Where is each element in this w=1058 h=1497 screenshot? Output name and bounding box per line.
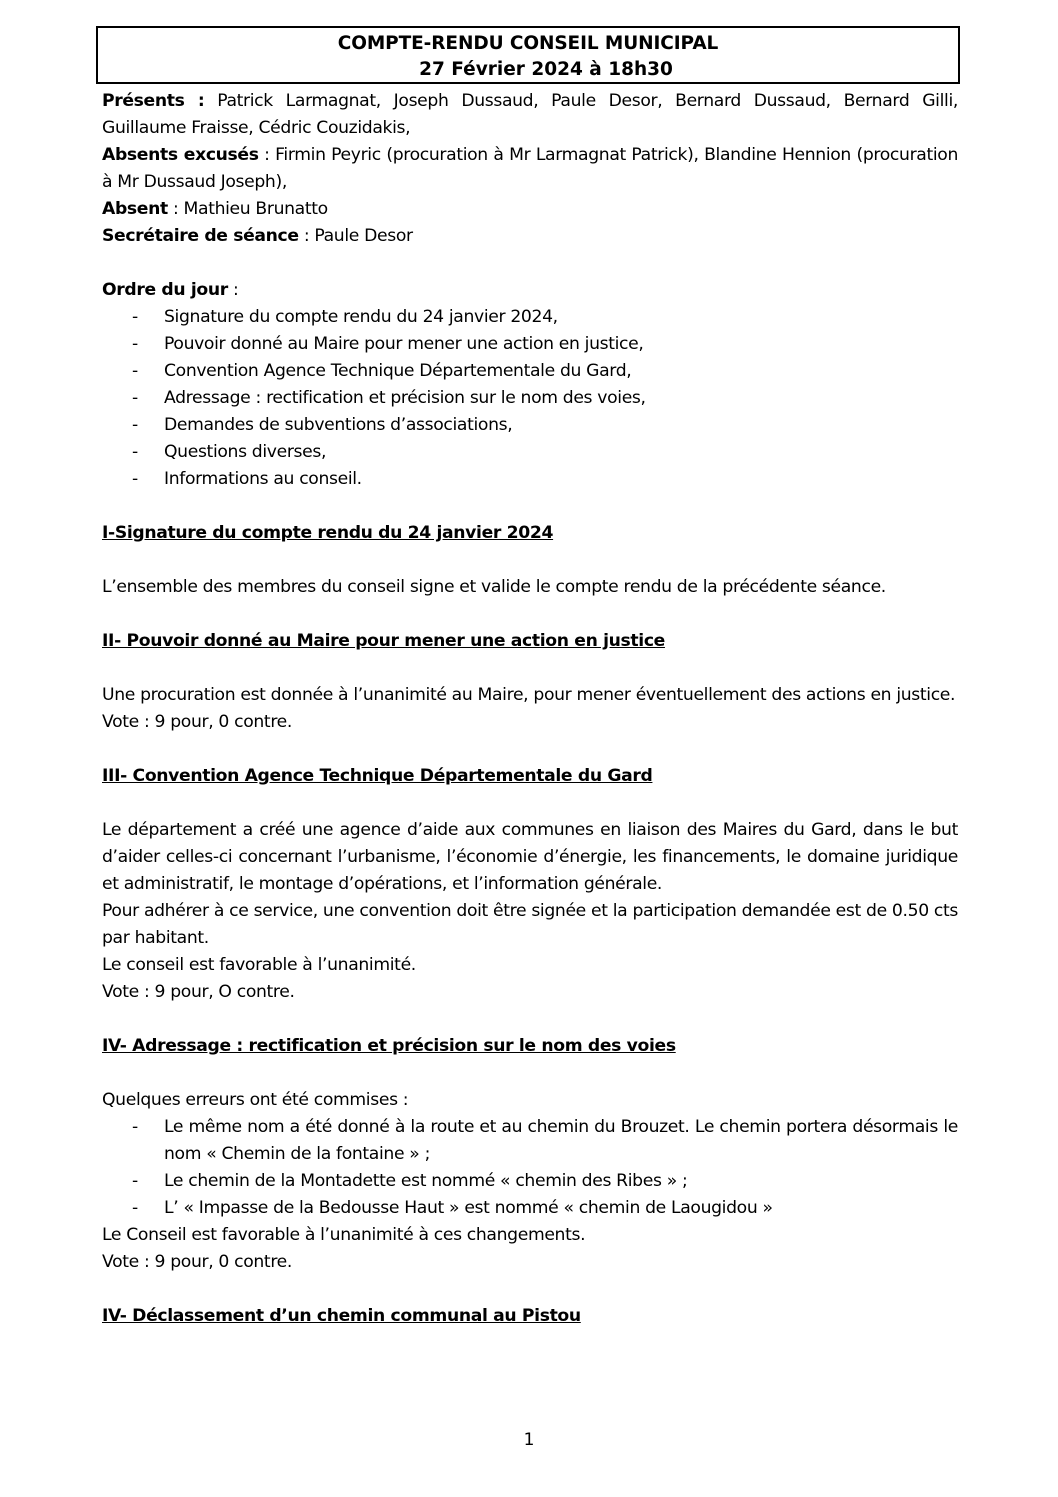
section-3-text-2: Pour adhérer à ce service, une convention doit être signée et la participation demandée est de 0.50 cts par habitant.: [102, 901, 958, 948]
agenda-item: - Informations au conseil.: [102, 466, 958, 493]
agenda-item: - Questions diverses,: [102, 439, 958, 466]
agenda-list: [102, 304, 958, 493]
section-2-heading: II- Pouvoir donné au Maire pour mener une action en justice: [102, 631, 665, 651]
section-3-heading: III- Convention Agence Technique Départementale du Gard: [102, 766, 653, 786]
secretary-value: : Paule Desor: [298, 226, 413, 246]
agenda-item: - Signature du compte rendu du 24 janvier 2024,: [102, 304, 958, 331]
section-2-vote: Vote : 9 pour, 0 contre.: [102, 712, 293, 732]
presents-value: Patrick Larmagnat, Joseph Dussaud, Paule Desor, Bernard Dussaud, Bernard Gilli, Guillaume Fraisse, Cédric Couzidakis,: [102, 91, 958, 138]
agenda-item: - Pouvoir donné au Maire pour mener une action en justice,: [102, 331, 958, 358]
section-4-list: [102, 1114, 958, 1222]
section-3-text-1: Le département a créé une agence d’aide aux communes en liaison des Maires du Gard, dans le but d’aider celles-ci concernant l’urbanisme, l’économie d’énergie, les financements, le domaine juridique et administratif, le montage d’opérations, et l’information générale.: [102, 820, 958, 894]
meeting-date: 27 Février 2024 à 18h30: [419, 59, 673, 80]
page-number: 1: [523, 1430, 535, 1450]
agenda-item: - Adressage : rectification et précision sur le nom des voies,: [102, 385, 958, 412]
document-body: [102, 88, 958, 1330]
presents-line: [102, 88, 958, 142]
section-4-intro: Quelques erreurs ont été commises :: [102, 1090, 409, 1110]
secretary-label: Secrétaire de séance: [102, 226, 299, 246]
agenda-item: - Convention Agence Technique Départementale du Gard,: [102, 358, 958, 385]
section-4-heading: IV- Adressage : rectification et précision sur le nom des voies: [102, 1036, 676, 1056]
excuses-value: : Firmin Peyric (procuration à Mr Larmagnat Patrick), Blandine Hennion (procuration à Mr Dussaud Joseph),: [102, 145, 958, 192]
absent-label: Absent: [102, 199, 168, 219]
section-4-item: - Le chemin de la Montadette est nommé « chemin des Ribes » ;: [102, 1168, 958, 1195]
section-3-text-3: Le conseil est favorable à l’unanimité.: [102, 955, 416, 975]
section-2-text: Une procuration est donnée à l’unanimité au Maire, pour mener éventuellement des actions en justice.: [102, 685, 956, 705]
agenda-label: Ordre du jour: [102, 280, 228, 300]
section-5-heading: IV- Déclassement d’un chemin communal au Pistou: [102, 1306, 581, 1326]
agenda-title: [102, 277, 958, 304]
agenda-label-suffix: :: [227, 280, 239, 300]
section-4-item: - Le même nom a été donné à la route et au chemin du Brouzet. Le chemin portera désormais le nom « Chemin de la fontaine » ;: [102, 1114, 958, 1168]
presents-label: Présents :: [102, 91, 205, 111]
section-1-text: L’ensemble des membres du conseil signe et valide le compte rendu de la précédente séance.: [102, 577, 886, 597]
agenda-item: - Demandes de subventions d’associations,: [102, 412, 958, 439]
document-title: COMPTE-RENDU CONSEIL MUNICIPAL: [337, 33, 719, 54]
title-box: [96, 26, 960, 84]
section-4-item: - L’ « Impasse de la Bedousse Haut » est nommé « chemin de Laougidou »: [102, 1195, 958, 1222]
excuses-label: Absents excusés: [102, 145, 259, 165]
absent-line: [102, 196, 958, 223]
section-1-heading: I-Signature du compte rendu du 24 janvier 2024: [102, 523, 554, 543]
excuses-line: [102, 142, 958, 196]
section-4-vote: Vote : 9 pour, 0 contre.: [102, 1252, 293, 1272]
secretary-line: [102, 223, 958, 250]
section-3-vote: Vote : 9 pour, O contre.: [102, 982, 295, 1002]
absent-value: : Mathieu Brunatto: [167, 199, 328, 219]
section-4-text: Le Conseil est favorable à l’unanimité à ces changements.: [102, 1225, 586, 1245]
